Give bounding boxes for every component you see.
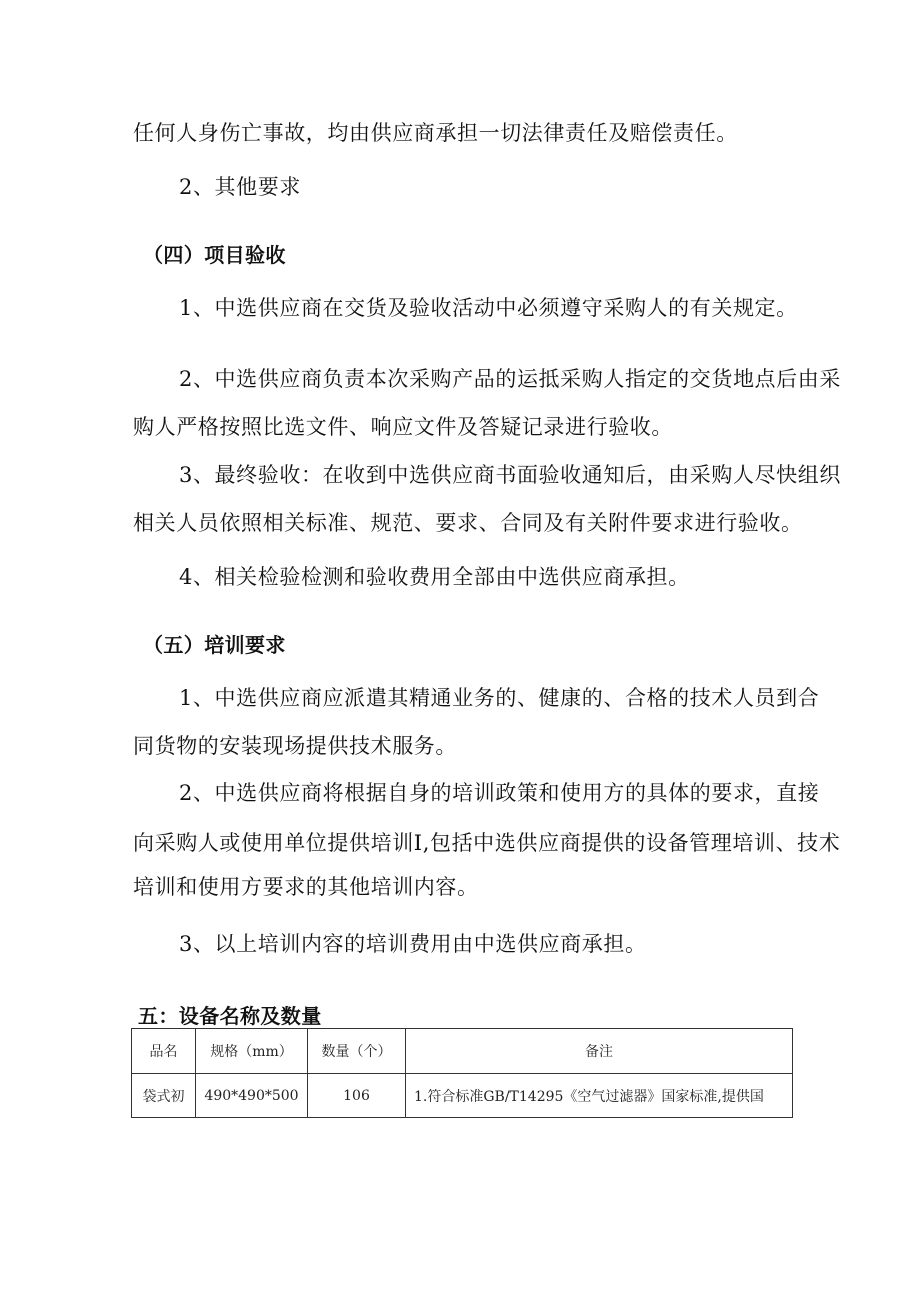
table-cell: 106: [308, 1074, 406, 1118]
subsection-heading: （四）项目验收: [143, 243, 286, 267]
paragraph-line: 1、中选供应商应派遣其精通业务的、健康的、合格的技术人员到合: [179, 686, 820, 710]
table-cell: 袋式初: [132, 1074, 196, 1118]
table-row: [132, 1074, 793, 1118]
paragraph-line: 同货物的安装现场提供技术服务。: [133, 734, 457, 758]
paragraph-line: 2、中选供应商将根据自身的培训政策和使用方的具体的要求，直接: [179, 781, 820, 805]
table-header-cell: 规格（mm）: [196, 1029, 308, 1074]
paragraph-line: 3、最终验收：在收到中选供应商书面验收通知后，由采购人尽快组织: [179, 463, 841, 487]
paragraph-line: 向采购人或使用单位提供培训I,包括中选供应商提供的设备管理培训、技术: [133, 831, 841, 855]
paragraph-line: 2、其他要求: [179, 175, 301, 199]
paragraph-line: 4、相关检验检测和验收费用全部由中选供应商承担。: [179, 565, 690, 589]
table-header-row: [132, 1029, 793, 1074]
paragraph-line: 3、以上培训内容的培训费用由中选供应商承担。: [179, 932, 647, 956]
paragraph-line: 2、中选供应商负责本次采购产品的运抵采购人指定的交货地点后由采: [179, 367, 841, 391]
table-cell: 1.符合标准GB/T14295《空气过滤器》国家标准,提供国: [406, 1074, 793, 1118]
table-header-cell: 备注: [406, 1029, 793, 1074]
paragraph-line: 相关人员依照相关标准、规范、要求、合同及有关附件要求进行验收。: [133, 511, 803, 535]
paragraph-line: 1、中选供应商在交货及验收活动中必须遵守采购人的有关规定。: [179, 296, 798, 320]
equipment-table: [131, 1028, 793, 1118]
section-title: 五：设备名称及数量: [138, 1004, 322, 1028]
paragraph-line: 购人严格按照比选文件、响应文件及答疑记录进行验收。: [133, 415, 673, 439]
table-header-cell: 品名: [132, 1029, 196, 1074]
paragraph-line: 任何人身伤亡事故，均由供应商承担一切法律责任及赔偿责任。: [133, 121, 738, 145]
table-header-cell: 数量（个）: [308, 1029, 406, 1074]
table-cell: 490*490*500: [196, 1074, 308, 1118]
subsection-heading: （五）培训要求: [143, 633, 286, 657]
paragraph-line: 培训和使用方要求的其他培训内容。: [133, 875, 479, 899]
